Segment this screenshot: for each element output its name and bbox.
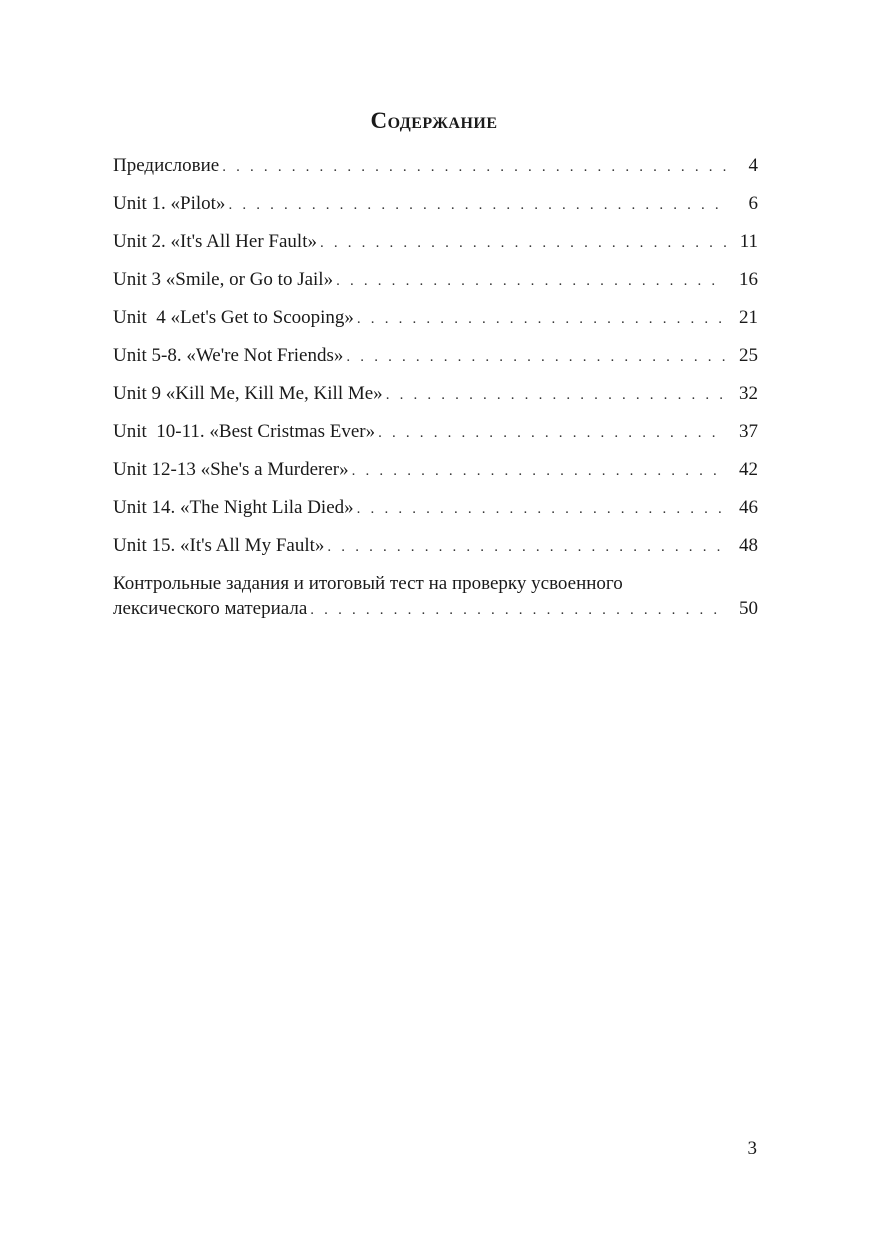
toc-entry[interactable] [113, 457, 758, 495]
toc-entry[interactable] [113, 305, 758, 343]
leader-dots [222, 154, 726, 180]
leader-dots [327, 534, 726, 560]
leader-dots [357, 496, 726, 522]
toc-entry[interactable] [113, 343, 758, 381]
toc-entry-label: Unit 12-13 «She's a Murderer» [113, 459, 349, 480]
toc-entry-page: 4 [748, 155, 758, 176]
leader-dots [357, 306, 726, 332]
toc-entry-label: Unit 9 «Kill Me, Kill Me, Kill Me» [113, 383, 383, 404]
leader-dots [336, 268, 726, 294]
toc-entry-page: 46 [739, 497, 758, 518]
leader-dots [310, 597, 726, 623]
toc-entry-page: 6 [748, 193, 758, 214]
toc-entry[interactable] [113, 267, 758, 305]
toc-entry-page: 37 [739, 421, 758, 442]
leader-dots [386, 382, 726, 408]
toc-entry-page: 42 [739, 459, 758, 480]
toc-entry[interactable] [113, 419, 758, 457]
toc-entry-page: 50 [739, 598, 758, 619]
toc-entry-page: 11 [739, 231, 758, 252]
toc-entry-label: Unit 4 «Let's Get to Scooping» [113, 307, 354, 328]
page-number: 3 [747, 1138, 757, 1159]
leader-dots [352, 458, 726, 484]
toc-entry[interactable] [113, 495, 758, 533]
leader-dots [228, 192, 726, 218]
toc-entry-label: Предисловие [113, 155, 220, 176]
toc-entry-label-line2: лексического материала [113, 598, 308, 619]
toc-entry-page: 16 [739, 269, 758, 290]
toc-entry-label: Unit 5-8. «We're Not Friends» [113, 345, 344, 366]
toc-entry-page: 21 [739, 307, 758, 328]
toc-entry-page: 32 [739, 383, 758, 404]
leader-dots [378, 420, 726, 446]
toc-entry-label: Unit 15. «It's All My Fault» [113, 535, 325, 556]
leader-dots [320, 230, 726, 256]
toc-entry[interactable] [113, 381, 758, 419]
toc-entry-final-row [113, 596, 758, 623]
toc-entry[interactable] [113, 229, 758, 267]
toc-entry[interactable] [113, 191, 758, 229]
toc-entry-final[interactable] [113, 571, 758, 623]
page-title: Содержание [370, 108, 498, 133]
toc-entry-label-line1: Контрольные задания и итоговый тест на проверку усвоенного [113, 573, 623, 594]
leader-dots [346, 344, 726, 370]
toc-entry-label: Unit 1. «Pilot» [113, 193, 226, 214]
toc-entry[interactable] [113, 533, 758, 571]
toc-entry-page: 48 [739, 535, 758, 556]
toc-entry[interactable] [113, 153, 758, 191]
toc-entry-label: Unit 3 «Smile, or Go to Jail» [113, 269, 334, 290]
toc-entry-label: Unit 10-11. «Best Cristmas Ever» [113, 421, 376, 442]
table-of-contents [113, 153, 758, 623]
toc-entry-page: 25 [739, 345, 758, 366]
toc-entry-label: Unit 2. «It's All Her Fault» [113, 231, 317, 252]
toc-entry-label: Unit 14. «The Night Lila Died» [113, 497, 354, 518]
